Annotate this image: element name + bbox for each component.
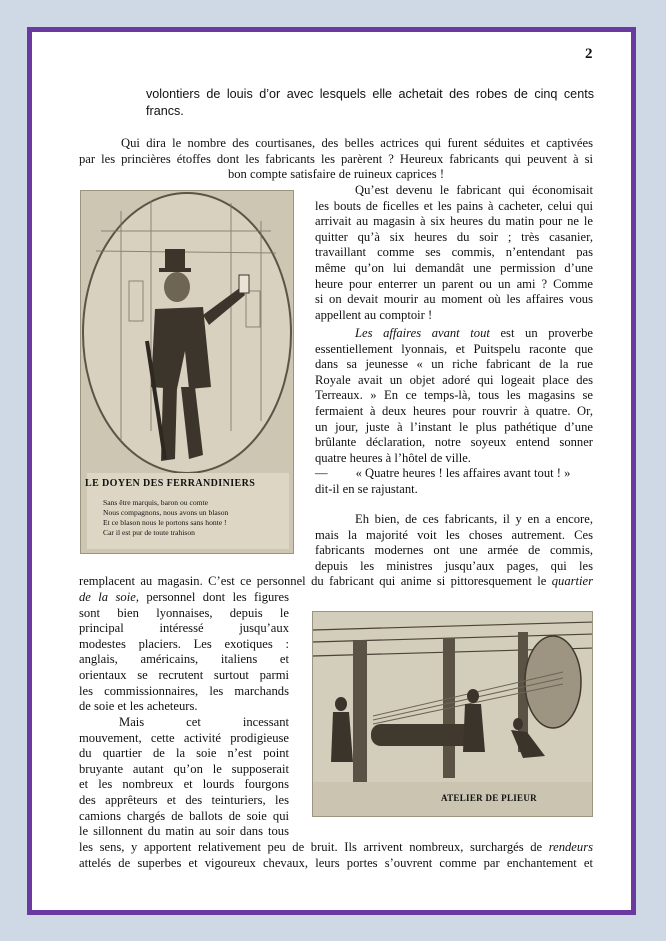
- text-line: des apprêteurs et des teinturiers, les: [79, 792, 289, 807]
- verse-line: Et ce blason nous le portons sans honte !: [103, 518, 227, 527]
- text-line: travaillant comme ses commis, n’entendant pas: [315, 245, 593, 260]
- text-line: Eh bien, de ces fabricants, il y en a encore,: [355, 512, 593, 526]
- italic-de-la-soie: de la soie: [79, 590, 136, 604]
- paragraph-affaires-avant-tout: [315, 326, 593, 466]
- illustration-doyen-ferrandiniers: [80, 190, 294, 554]
- text-line: même qu’on lui demandât une permission d’une: [315, 260, 593, 275]
- text-line: [315, 326, 593, 342]
- text-line: arrivait au magasin à six heures du matin pour ne le: [315, 214, 593, 229]
- text-span: , personnel dont les figures: [135, 590, 289, 604]
- text-line: les bouts de ficelles et les pains à cacheter, celui qui: [315, 198, 593, 213]
- text-line: fermaient à deux heures pour rouvrir à quatre. Or,: [315, 403, 593, 418]
- text-line: mais la majorité voit les choses autrement. Ces: [315, 527, 593, 542]
- paragraph-full-line: [79, 574, 593, 590]
- paragraph-fabricants-modernes: [315, 512, 593, 574]
- text-line: bon compte satisfaire de ruineux caprices !: [227, 167, 445, 182]
- text-line: le sillonnent du matin au soir dans tous: [79, 824, 289, 839]
- text-line: et les nombreux et lourds fourgons: [79, 777, 289, 792]
- atelier-engraving: [313, 612, 593, 817]
- text-line: dans sa jeunesse « un riche fabricant de la rue: [315, 357, 593, 372]
- text-line: attelés de superbes et vigoureux chevaux, leurs portes s’ouvrent comme par enchantement et: [79, 855, 593, 870]
- paragraph-mouvement: [79, 715, 289, 840]
- paragraph-courtisanes: [79, 136, 593, 183]
- italic-proverb: Les affaires avant tout: [355, 326, 490, 340]
- text-line: de soie et les acheteurs.: [79, 699, 198, 714]
- text-line: bruyante autant qu’on le supposerait: [79, 761, 289, 776]
- text-span: est un proverbe: [489, 326, 593, 340]
- intro-paragraph: [146, 86, 594, 120]
- text-line: Terreaux. » En ce temps-là, tous les magasins se: [315, 388, 593, 403]
- text-line: modestes placiers. Les exotiques :: [79, 636, 289, 651]
- text-line: [315, 466, 593, 482]
- text-line: quatre heures à l’hôtel de ville.: [315, 450, 471, 465]
- figure2-title: ATELIER DE PLIEUR: [441, 793, 537, 803]
- text-line: dit-il en se rajustant.: [315, 481, 418, 496]
- text-span: remplacent au magasin. C’est ce personnel du fabricant qui anime si pittoresquement le: [79, 574, 552, 588]
- verse-line: Car il est pur de toute trahison: [103, 528, 195, 537]
- text-span: les sens, y apportent relativement peu de bruit. Ils arrivent nombreux, surchargés de: [79, 840, 549, 854]
- text-line: brûlante déclaration, notre soyeux entend sonner: [315, 435, 593, 450]
- paragraph-quatre-heures: [315, 466, 593, 497]
- intro-line: volontiers de louis d’or avec lesquels elle achetait des robes de cinq cents: [146, 87, 594, 101]
- paragraph-personnel: [79, 590, 289, 715]
- text-line: du quartier de la soie n’est point: [79, 746, 289, 761]
- text-line: un jour, juste à l’instant le plus pathétique d’une: [315, 419, 593, 434]
- text-line: mouvement, cette activité prodigieuse: [79, 730, 289, 745]
- quote-text: « Quatre heures ! les affaires avant tout ! »: [355, 466, 571, 480]
- text-line: anglais, américains, italiens et: [79, 652, 289, 667]
- text-line: [79, 840, 593, 856]
- text-line: sont bien lyonnaises, depuis le: [79, 605, 289, 620]
- text-line: camions chargés de ballots de soie qui: [79, 808, 289, 823]
- italic-quartier: quartier: [551, 574, 593, 588]
- em-dash: —: [315, 466, 328, 480]
- text-line: principal intéressé jusqu’aux: [79, 621, 289, 636]
- text-line: [79, 574, 593, 590]
- text-line: depuis les ministres jusqu’aux pages, qui les: [315, 558, 593, 573]
- verse-line: Sans être marquis, baron ou comte: [103, 498, 209, 507]
- text-line: essentiellement lyonnais, et Puitspelu raconte que: [315, 341, 593, 356]
- text-line: Mais cet incessant: [119, 715, 289, 729]
- text-line: si on devait mourir au moment où les affaires vous: [315, 292, 593, 307]
- intro-line: francs.: [146, 104, 184, 118]
- text-line: heure pour enterrer un parent ou un ami ? Comme: [315, 276, 593, 291]
- text-line: Qui dira le nombre des courtisanes, des belles actrices qui furent séduites et captivées: [121, 136, 593, 150]
- text-line: orientaux se recrutent surtout parmi: [79, 667, 289, 682]
- paragraph-bottom: [79, 840, 593, 871]
- text-line: [79, 590, 289, 606]
- text-line: appellent au comptoir !: [315, 307, 433, 322]
- figure1-verse: [103, 498, 291, 538]
- text-line: Qu’est devenu le fabricant qui économisait: [355, 183, 593, 197]
- text-line: par les princières étoffes dont les fabricants les parèrent ? Heureux fabricants qui peuvent à si: [79, 151, 593, 166]
- page-number: 2: [585, 46, 593, 62]
- text-line: Royale avait un objet adoré qui logeait place des: [315, 372, 593, 387]
- verse-line: Nous compagnons, nous avons un blason: [103, 508, 229, 517]
- figure1-title: LE DOYEN DES FERRANDINIERS: [85, 478, 256, 489]
- text-line: fabricants modernes ont une armée de commis,: [315, 543, 593, 558]
- text-line: les commissionnaires, les marchands: [79, 683, 289, 698]
- page-frame: [27, 27, 636, 915]
- text-line: quitter qu’à six heures du soir ; très casanier,: [315, 229, 593, 244]
- paragraph-fabricant: [315, 183, 593, 323]
- illustration-atelier-plieur: [312, 611, 593, 817]
- italic-rendeurs: rendeurs: [548, 840, 593, 854]
